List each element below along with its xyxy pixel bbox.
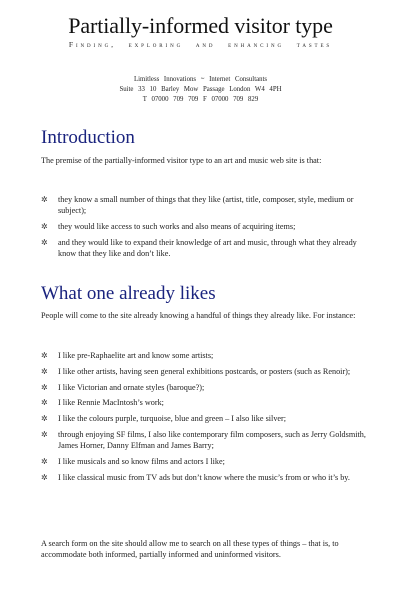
company-contact: T 07000 709 709 F 07000 709 829 — [142, 96, 259, 103]
star-bullet-icon: ✲ — [41, 457, 48, 467]
star-bullet-icon: ✲ — [41, 351, 48, 360]
star-bullet-icon: ✲ — [41, 429, 48, 439]
list-item — [41, 366, 371, 377]
star-bullet-icon: ✲ — [41, 382, 48, 392]
list-item-text: I like musicals and so know films and actors I like; — [58, 457, 225, 467]
list-item-text: through enjoying SF films, I also like contemporary film composers, such as Jerry Goldsmith, James Horner, Danny Elfman and James Barry; — [58, 429, 366, 451]
closing-paragraph: A search form on the site should allow me to search on all these types of things – that is, to accommodate both informed, partially informed and uninformed visitors. — [41, 539, 339, 560]
introduction-lead: The premise of the partially-informed visitor type to an art and music web site is that: — [41, 156, 322, 165]
star-bullet-icon: ✲ — [41, 238, 48, 247]
star-bullet-icon: ✲ — [41, 222, 48, 232]
list-item — [41, 382, 371, 393]
company-address: Suite 33 10 Barley Mow Passage London W4 4PH — [119, 86, 282, 93]
list-item — [41, 397, 371, 408]
star-bullet-icon: ✲ — [41, 366, 48, 376]
star-bullet-icon: ✲ — [41, 472, 48, 482]
likes-list — [41, 350, 371, 488]
list-item-text: I like pre-Raphaelite art and know some artists; — [58, 351, 214, 360]
star-bullet-icon: ✲ — [41, 195, 48, 204]
list-item-text: I like classical music from TV ads but don’t know where the music’s from or who it’s by. — [58, 472, 350, 482]
list-item-text: I like Victorian and ornate styles (baroque?); — [58, 382, 205, 392]
star-bullet-icon: ✲ — [41, 414, 48, 424]
company-name: Limitless Innovations ~ Internet Consultants — [133, 76, 268, 83]
list-item — [41, 413, 371, 424]
company-details — [0, 75, 401, 105]
introduction-list — [41, 194, 371, 264]
list-item — [41, 350, 371, 361]
list-item-text: I like the colours purple, turquoise, blue and green – I also like silver; — [58, 414, 287, 424]
introduction-heading: Introduction — [41, 127, 135, 148]
list-item-text: I like other artists, having seen general exhibitions postcards, or posters (such as Renoir); — [58, 366, 351, 376]
list-item-text: they know a small number of things that they like (artist, title, composer, style, medium or subject); — [58, 195, 354, 216]
list-item-text: and they would like to expand their knowledge of art and music, through what they already know that they like and don’t like. — [58, 238, 357, 259]
likes-lead: People will come to the site already knowing a handful of things they already like. For instance: — [41, 311, 356, 320]
list-item — [41, 472, 371, 483]
list-item — [41, 429, 371, 452]
list-item — [41, 456, 371, 467]
page-title: Partially-informed visitor type — [68, 13, 333, 38]
list-item — [41, 194, 371, 217]
star-bullet-icon: ✲ — [41, 398, 48, 408]
list-item-text: they would like access to such works and also means of acquiring items; — [58, 222, 296, 232]
page-subtitle: Finding, exploring and enhancing tastes — [68, 40, 333, 49]
likes-heading: What one already likes — [41, 283, 216, 304]
list-item — [41, 237, 371, 260]
list-item — [41, 221, 371, 232]
list-item-text: I like Rennie MacIntosh’s work; — [58, 398, 164, 408]
